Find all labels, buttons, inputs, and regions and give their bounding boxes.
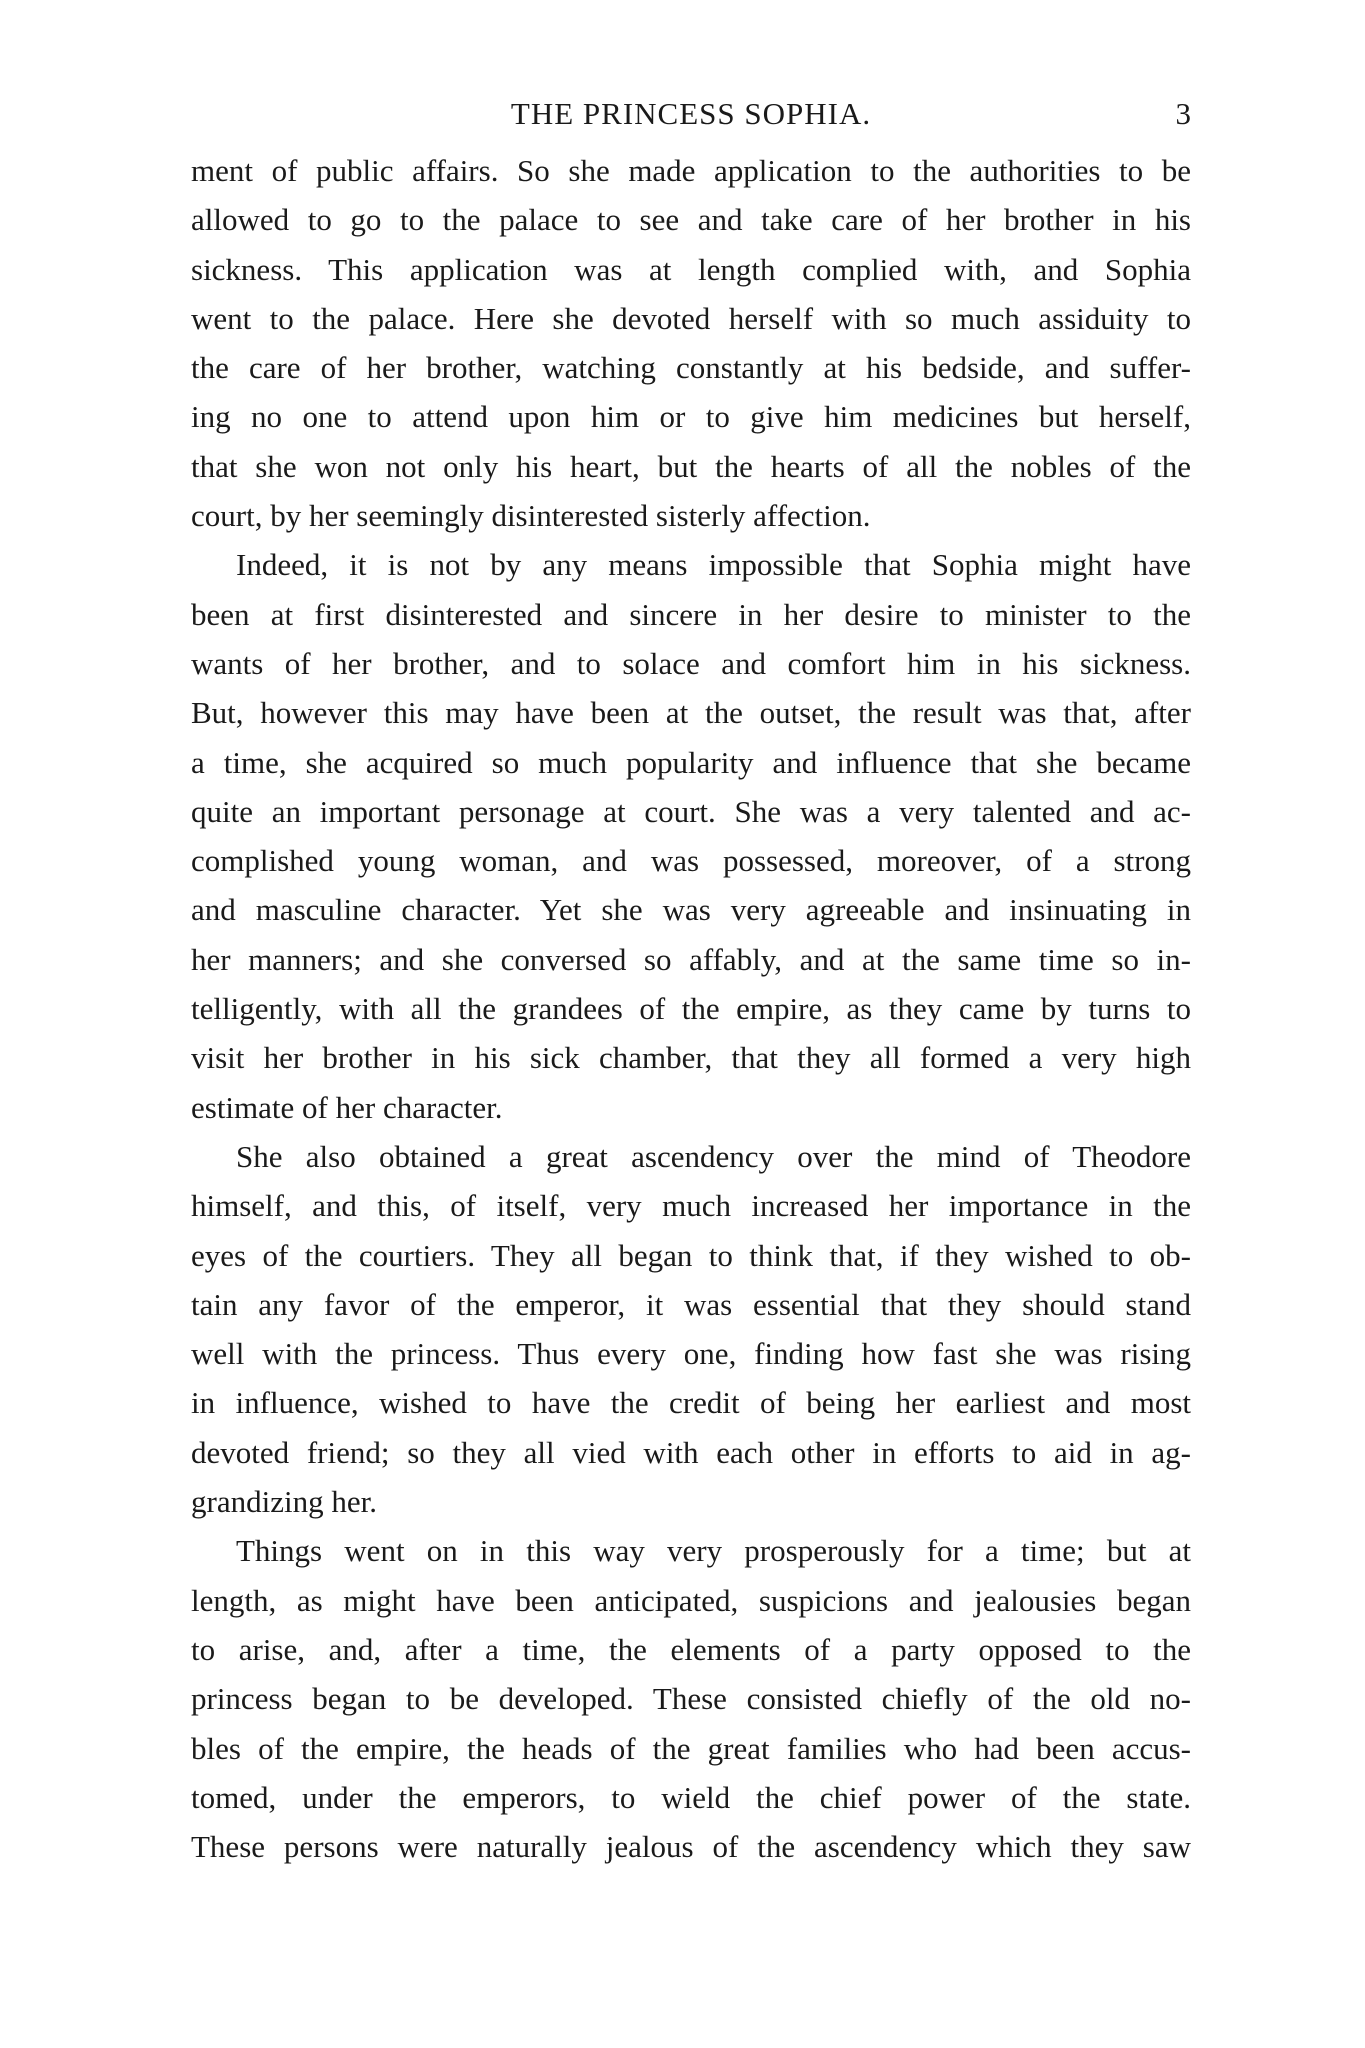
text-line: well with the princess. Thus every one, finding how fast she was rising <box>191 1336 1191 1372</box>
text-line: the care of her brother, watching constantly at his bedside, and suffer- <box>191 350 1191 386</box>
text-line: quite an important personage at court. She was a very talented and ac- <box>191 793 1191 829</box>
text-line: ment of public affairs. So she made application to the authorities to be <box>191 153 1191 188</box>
text-line: Indeed, it is not by any means impossible that Sophia might have <box>236 547 1191 583</box>
text-line: princess began to be developed. These consisted chiefly of the old no- <box>191 1681 1191 1717</box>
text-line: ing no one to attend upon him or to give him medicines but herself, <box>191 399 1191 435</box>
text-line: length, as might have been anticipated, suspicions and jealousies began <box>191 1582 1191 1618</box>
text-line: devoted friend; so they all vied with each other in efforts to aid in ag- <box>191 1434 1191 1470</box>
text-line: She also obtained a great ascendency over the mind of Theodore <box>236 1138 1191 1174</box>
text-line: telligently, with all the grandees of the empire, as they came by turns to <box>191 991 1191 1027</box>
text-line: went to the palace. Here she devoted herself with so much assiduity to <box>191 300 1191 336</box>
text-line: a time, she acquired so much popularity and influence that she became <box>191 744 1191 780</box>
text-line: to arise, and, after a time, the elements of a party opposed to the <box>191 1631 1191 1667</box>
text-line: allowed to go to the palace to see and take care of her brother in his <box>191 202 1191 238</box>
text-line: But, however this may have been at the outset, the result was that, after <box>191 695 1191 731</box>
text-line: and masculine character. Yet she was very agreeable and insinuating in <box>191 892 1191 928</box>
text-line: tain any favor of the emperor, it was essential that they should stand <box>191 1286 1191 1322</box>
text-line: bles of the empire, the heads of the great families who had been accus- <box>191 1730 1191 1766</box>
text-line: visit her brother in his sick chamber, that they all formed a very high <box>191 1040 1191 1076</box>
running-title: THE PRINCESS SOPHIA. <box>510 96 872 131</box>
text-line: court, by her seemingly disinterested sisterly affection. <box>191 498 871 534</box>
text-line: himself, and this, of itself, very much increased her importance in the <box>191 1188 1191 1224</box>
text-line: grandizing her. <box>191 1484 377 1520</box>
text-line: Things went on in this way very prosperously for a time; but at <box>236 1533 1191 1569</box>
text-line: been at first disinterested and sincere in her desire to minister to the <box>191 596 1191 632</box>
body-text <box>191 146 1191 1871</box>
text-line: tomed, under the emperors, to wield the chief power of the state. <box>191 1779 1191 1815</box>
text-line: her manners; and she conversed so affably, and at the same time so in- <box>191 941 1191 977</box>
text-line: These persons were naturally jealous of the ascendency which they saw <box>191 1829 1191 1865</box>
text-line: that she won not only his heart, but the hearts of all the nobles of the <box>191 448 1191 484</box>
text-line: sickness. This application was at length complied with, and Sophia <box>191 251 1191 287</box>
running-head <box>191 90 1191 146</box>
text-line: wants of her brother, and to solace and comfort him in his sickness. <box>191 645 1191 681</box>
text-line: eyes of the courtiers. They all began to think that, if they wished to ob- <box>191 1237 1191 1273</box>
text-line: complished young woman, and was possessed, moreover, of a strong <box>191 843 1191 879</box>
page-number: 3 <box>1175 96 1191 131</box>
text-line: in influence, wished to have the credit of being her earliest and most <box>191 1385 1191 1421</box>
text-line: estimate of her character. <box>191 1089 503 1125</box>
book-page <box>191 90 1191 1990</box>
